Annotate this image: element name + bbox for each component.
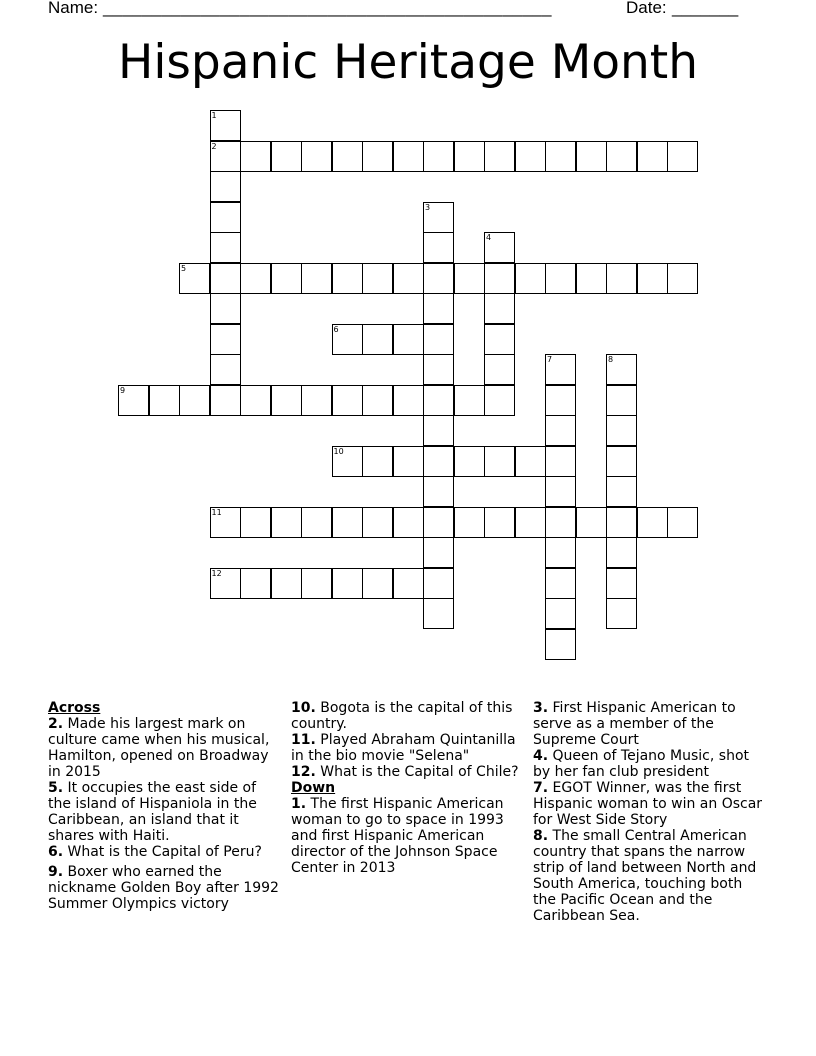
clue-column-1 xyxy=(48,700,280,912)
grid-cell[interactable] xyxy=(423,385,454,416)
clue-8 xyxy=(533,828,763,924)
grid-cell[interactable] xyxy=(606,263,637,294)
grid-cell[interactable] xyxy=(271,141,302,172)
clue-column-2 xyxy=(291,700,527,876)
grid-cell[interactable] xyxy=(362,141,393,172)
clue-1 xyxy=(291,796,527,876)
grid-cell[interactable] xyxy=(606,507,637,538)
grid-cell[interactable] xyxy=(606,446,637,477)
grid-cell[interactable] xyxy=(362,324,393,355)
clue-text: The small Central American country that spans the narrow strip of land between North and South America, touching both the Pacific Ocean and the Caribbean Sea. xyxy=(533,828,757,924)
date-label: Date: xyxy=(626,0,667,17)
grid-cell[interactable] xyxy=(210,202,241,233)
clue-number: 8. xyxy=(533,828,549,844)
grid-cell[interactable] xyxy=(393,385,424,416)
grid-cell[interactable] xyxy=(637,141,668,172)
grid-cell[interactable] xyxy=(301,263,332,294)
grid-cell[interactable] xyxy=(423,324,454,355)
clue-text: Played Abraham Quintanilla in the bio movie "Selena" xyxy=(291,732,516,764)
grid-cell[interactable] xyxy=(454,385,485,416)
page-title: Hispanic Heritage Month xyxy=(117,35,699,90)
grid-cell[interactable] xyxy=(301,385,332,416)
grid-cell[interactable] xyxy=(606,476,637,507)
grid-cell[interactable] xyxy=(606,141,637,172)
clue-7 xyxy=(533,780,763,828)
grid-cell[interactable] xyxy=(606,385,637,416)
grid-cell[interactable] xyxy=(240,385,271,416)
grid-cell[interactable] xyxy=(362,385,393,416)
clue-text: First Hispanic American to serve as a member of the Supreme Court xyxy=(533,700,736,748)
grid-cell[interactable] xyxy=(423,446,454,477)
grid-cell[interactable] xyxy=(667,507,698,538)
cell-number: 12 xyxy=(211,568,222,578)
grid-cell[interactable] xyxy=(515,507,546,538)
grid-cell[interactable] xyxy=(210,110,241,141)
header xyxy=(48,0,768,20)
grid-cell[interactable] xyxy=(301,141,332,172)
grid-cell[interactable] xyxy=(606,415,637,446)
grid-cell[interactable] xyxy=(423,568,454,599)
clue-text: Made his largest mark on culture came when his musical, Hamilton, opened on Broadway in 2015 xyxy=(48,716,270,780)
clue-number: 10. xyxy=(291,700,316,716)
grid-cell[interactable] xyxy=(393,141,424,172)
clue-6 xyxy=(48,844,280,860)
cell-number: 1 xyxy=(211,111,217,120)
grid-cell[interactable] xyxy=(210,385,241,416)
grid-cell[interactable] xyxy=(423,537,454,568)
grid-cell[interactable] xyxy=(423,293,454,324)
grid-cell[interactable] xyxy=(454,446,485,477)
name-blank[interactable]: ______________________________________________ xyxy=(103,0,552,17)
clue-text: What is the Capital of Peru? xyxy=(67,844,262,860)
grid-cell[interactable] xyxy=(210,324,241,355)
grid-cell[interactable] xyxy=(606,537,637,568)
clues-section xyxy=(0,700,816,1000)
clue-number: 3. xyxy=(533,700,549,716)
grid-cell[interactable] xyxy=(545,598,576,629)
grid-cell[interactable] xyxy=(332,385,363,416)
grid-cell[interactable] xyxy=(393,568,424,599)
clue-2 xyxy=(48,716,280,780)
cell-number: 9 xyxy=(120,385,126,395)
down-heading: Down xyxy=(291,780,336,796)
grid-cell[interactable] xyxy=(362,446,393,477)
clue-text: EGOT Winner, was the first Hispanic woman to win an Oscar for West Side Story xyxy=(533,780,763,828)
grid-cell[interactable] xyxy=(179,385,210,416)
grid-cell[interactable] xyxy=(332,263,363,294)
grid-cell[interactable] xyxy=(423,415,454,446)
clue-number: 5. xyxy=(48,780,64,796)
cell-number: 8 xyxy=(608,355,614,364)
grid-cell[interactable] xyxy=(545,476,576,507)
grid-cell[interactable] xyxy=(240,141,271,172)
grid-cell[interactable] xyxy=(149,385,180,416)
grid-cell[interactable] xyxy=(210,354,241,385)
grid-cell[interactable] xyxy=(271,263,302,294)
grid-cell[interactable] xyxy=(637,263,668,294)
grid-cell[interactable] xyxy=(454,141,485,172)
grid-cell[interactable] xyxy=(545,446,576,477)
clue-3 xyxy=(533,700,763,748)
cell-number: 6 xyxy=(333,324,339,334)
clue-number: 4. xyxy=(533,748,549,764)
grid-cell[interactable] xyxy=(545,568,576,599)
grid-cell[interactable] xyxy=(454,507,485,538)
grid-cell[interactable] xyxy=(271,507,302,538)
date-blank[interactable]: _______ xyxy=(672,0,739,17)
grid-cell[interactable] xyxy=(179,263,210,294)
grid-cell[interactable] xyxy=(484,263,515,294)
grid-cell[interactable] xyxy=(332,507,363,538)
grid-cell[interactable] xyxy=(332,141,363,172)
grid-cell[interactable] xyxy=(423,507,454,538)
cell-number: 2 xyxy=(211,141,217,151)
grid-cell[interactable] xyxy=(606,568,637,599)
grid-cell[interactable] xyxy=(393,263,424,294)
grid-cell[interactable] xyxy=(606,354,637,385)
grid-cell[interactable] xyxy=(423,598,454,629)
grid-cell[interactable] xyxy=(362,568,393,599)
clue-number: 2. xyxy=(48,716,64,732)
grid-cell[interactable] xyxy=(210,171,241,202)
grid-cell[interactable] xyxy=(210,232,241,263)
clue-10 xyxy=(291,700,527,732)
grid-cell[interactable] xyxy=(515,446,546,477)
clue-text: Boxer who earned the nickname Golden Boy after 1992 Summer Olympics victory xyxy=(48,864,279,912)
grid-cell[interactable] xyxy=(423,202,454,233)
grid-cell[interactable] xyxy=(393,507,424,538)
grid-cell[interactable] xyxy=(515,263,546,294)
grid-cell[interactable] xyxy=(210,568,241,599)
grid-cell[interactable] xyxy=(484,507,515,538)
grid-cell[interactable] xyxy=(545,385,576,416)
grid-cell[interactable] xyxy=(271,568,302,599)
grid-cell[interactable] xyxy=(545,537,576,568)
grid-cell[interactable] xyxy=(423,232,454,263)
across-heading: Across xyxy=(48,700,101,716)
clue-number: 9. xyxy=(48,864,64,880)
grid-cell[interactable] xyxy=(637,507,668,538)
grid-cell[interactable] xyxy=(667,263,698,294)
cell-number: 4 xyxy=(486,233,492,242)
clue-number: 11. xyxy=(291,732,316,748)
grid-cell[interactable] xyxy=(240,263,271,294)
grid-cell[interactable] xyxy=(362,263,393,294)
grid-cell[interactable] xyxy=(667,141,698,172)
clue-12 xyxy=(291,764,527,780)
grid-cell[interactable] xyxy=(393,324,424,355)
grid-cell[interactable] xyxy=(210,507,241,538)
grid-cell[interactable] xyxy=(423,263,454,294)
clue-text: It occupies the east side of the island of Hispaniola in the Caribbean, an island that it shares with Haiti. xyxy=(48,780,257,844)
grid-cell[interactable] xyxy=(545,629,576,660)
cell-number: 10 xyxy=(333,446,344,456)
clue-9 xyxy=(48,864,280,912)
grid-cell[interactable] xyxy=(484,446,515,477)
cell-number: 11 xyxy=(211,507,222,517)
grid-cell[interactable] xyxy=(332,446,363,477)
clue-number: 6. xyxy=(48,844,64,860)
grid-cell[interactable] xyxy=(484,232,515,263)
grid-cell[interactable] xyxy=(484,324,515,355)
grid-cell[interactable] xyxy=(545,141,576,172)
cell-number: 5 xyxy=(181,263,187,273)
grid-cell[interactable] xyxy=(271,385,302,416)
grid-cell[interactable] xyxy=(423,476,454,507)
grid-cell[interactable] xyxy=(210,263,241,294)
grid-cell[interactable] xyxy=(484,141,515,172)
grid-cell[interactable] xyxy=(118,385,149,416)
cell-number: 3 xyxy=(425,202,431,212)
clue-text: Bogota is the capital of this country. xyxy=(291,700,513,732)
grid-cell[interactable] xyxy=(545,263,576,294)
grid-cell[interactable] xyxy=(301,507,332,538)
grid-cell[interactable] xyxy=(423,141,454,172)
grid-cell[interactable] xyxy=(362,507,393,538)
grid-cell[interactable] xyxy=(332,324,363,355)
grid-cell[interactable] xyxy=(484,293,515,324)
grid-cell[interactable] xyxy=(240,568,271,599)
clue-text: What is the Capital of Chile? xyxy=(320,764,519,780)
clue-column-3 xyxy=(533,700,763,924)
clue-number: 7. xyxy=(533,780,549,796)
grid-cell[interactable] xyxy=(484,385,515,416)
clue-4 xyxy=(533,748,763,780)
grid-cell[interactable] xyxy=(210,141,241,172)
clue-text: The first Hispanic American woman to go to space in 1993 and first Hispanic American director of the Johnson Space Center in 2013 xyxy=(291,796,504,876)
clue-number: 1. xyxy=(291,796,307,812)
grid-cell[interactable] xyxy=(515,141,546,172)
grid-cell[interactable] xyxy=(576,141,607,172)
grid-cell[interactable] xyxy=(545,354,576,385)
grid-cell[interactable] xyxy=(606,598,637,629)
grid-cell[interactable] xyxy=(454,263,485,294)
clue-number: 12. xyxy=(291,764,316,780)
cell-number: 7 xyxy=(547,355,553,364)
grid-cell[interactable] xyxy=(484,354,515,385)
grid-cell[interactable] xyxy=(423,354,454,385)
grid-cell[interactable] xyxy=(545,415,576,446)
clue-11 xyxy=(291,732,527,764)
name-label: Name: xyxy=(48,0,99,17)
grid-cell[interactable] xyxy=(301,568,332,599)
grid-cell[interactable] xyxy=(240,507,271,538)
clue-5 xyxy=(48,780,280,844)
grid-cell[interactable] xyxy=(210,293,241,324)
grid-cell[interactable] xyxy=(332,568,363,599)
grid-cell[interactable] xyxy=(545,507,576,538)
grid-cell[interactable] xyxy=(576,263,607,294)
grid-cell[interactable] xyxy=(393,446,424,477)
clue-text: Queen of Tejano Music, shot by her fan club president xyxy=(533,748,750,780)
grid-cell[interactable] xyxy=(576,507,607,538)
